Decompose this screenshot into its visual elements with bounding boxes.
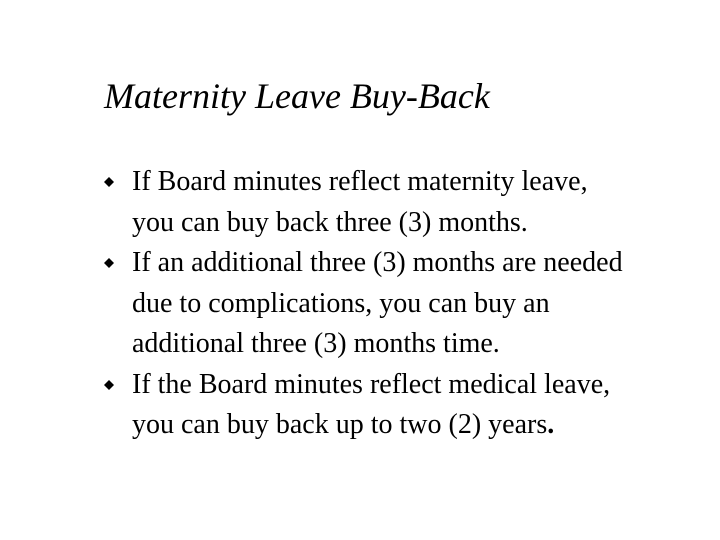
- slide-title: Maternity Leave Buy-Back: [104, 76, 490, 116]
- bullet-line: If the Board minutes reflect medical leave,: [132, 368, 611, 400]
- trailing-period: .: [547, 409, 555, 440]
- bullet-item-maternity: [104, 162, 704, 243]
- diamond-bullet-icon: [104, 380, 114, 390]
- bullet-line: additional three (3) months time.: [132, 328, 500, 359]
- bullet-line-text: you can buy back up to two (2) years: [132, 409, 548, 440]
- bullet-line: If an additional three (3) months are needed: [132, 247, 623, 278]
- bullet-item-medical-leave: [104, 365, 704, 446]
- diamond-bullet-icon: [104, 177, 114, 187]
- bullet-line: If Board minutes reflect maternity leave,: [132, 166, 588, 197]
- bullet-item-complications: [104, 243, 704, 365]
- bullet-line-last: [132, 405, 704, 446]
- diamond-bullet-icon: [104, 258, 114, 268]
- bullet-line: due to complications, you can buy an: [132, 287, 550, 319]
- bullet-list: [104, 162, 704, 446]
- bullet-line: you can buy back three (3) months.: [132, 206, 528, 238]
